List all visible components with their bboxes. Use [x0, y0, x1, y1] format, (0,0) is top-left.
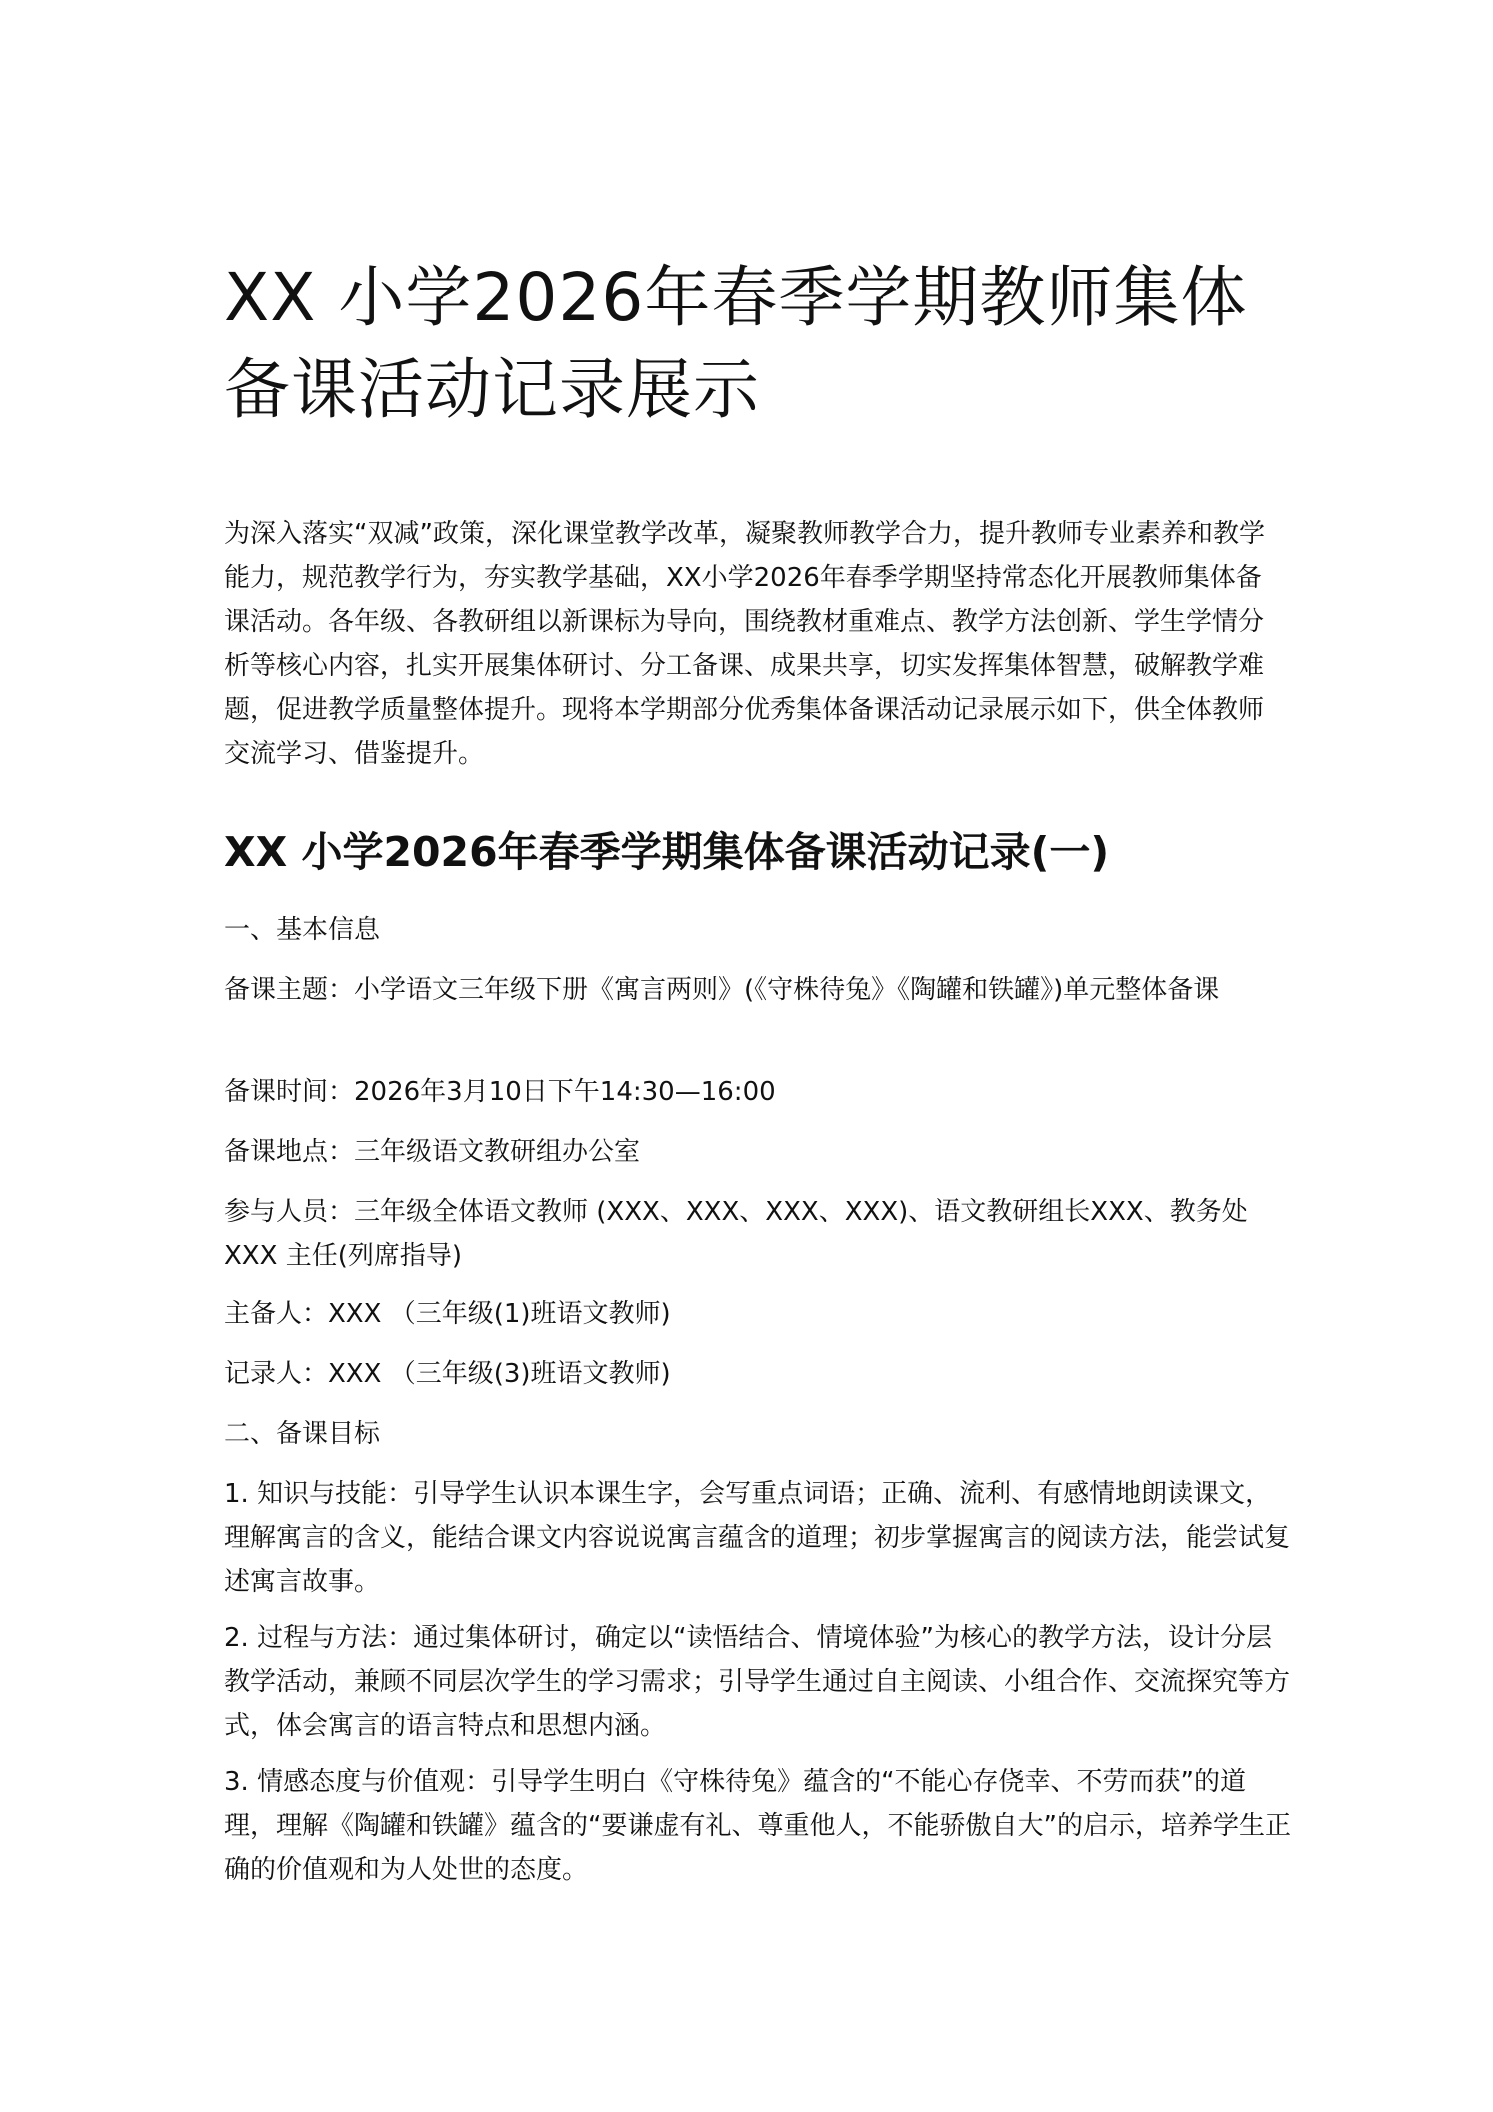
- goal-item-3: 3. 情感态度与价值观：引导学生明白《守株待兔》蕴含的“不能心存侥幸、不劳而获”的道理，理解《陶罐和铁罐》蕴含的“要谦虚有礼、尊重他人，不能骄傲自大”的启示，培养学生正确的价值观和为人处世的态度。: [224, 1767, 1291, 1885]
- participants-line: 参与人员：三年级全体语文教师 (XXX、XXX、XXX、XXX)、语文教研组长XXX、教务处XXX 主任(列席指导): [224, 1197, 1248, 1271]
- lead-preparer-line: 主备人：XXX （三年级(1)班语文教师): [224, 1299, 671, 1329]
- document-title: XX 小学2026年春季学期教师集体备课活动记录展示: [224, 259, 1248, 428]
- location-line: 备课地点：三年级语文教研组办公室: [224, 1137, 641, 1167]
- goal-item-2: 2. 过程与方法：通过集体研讨，确定以“读悟结合、情境体验”为核心的教学方法，设计分层教学活动，兼顾不同层次学生的学习需求；引导学生通过自主阅读、小组合作、交流探究等方式，体会寓言的语言特点和思想内涵。: [224, 1623, 1291, 1741]
- recorder-line: 记录人：XXX （三年级(3)班语文教师): [224, 1359, 671, 1389]
- goal-item-1: 1. 知识与技能：引导学生认识本课生字，会写重点词语；正确、流利、有感情地朗读课文，理解寓言的含义，能结合课文内容说说寓言蕴含的道理；初步掌握寓言的阅读方法，能尝试复述寓言故事。: [224, 1479, 1291, 1597]
- basic-info-heading: 一、基本信息: [224, 915, 381, 945]
- section-title: XX 小学2026年春季学期集体备课活动记录(一): [224, 828, 1110, 876]
- intro-paragraph: 为深入落实“双减”政策，深化课堂教学改革，凝聚教师教学合力，提升教师专业素养和教学能力，规范教学行为，夯实教学基础，XX小学2026年春季学期坚持常态化开展教师集体备课活动。各年级、各教研组以新课标为导向，围绕教材重难点、教学方法创新、学生学情分析等核心内容，扎实开展集体研讨、分工备课、成果共享，切实发挥集体智慧，破解教学难题，促进教学质量整体提升。现将本学期部分优秀集体备课活动记录展示如下，供全体教师交流学习、借鉴提升。: [224, 519, 1265, 769]
- theme-line: 备课主题：小学语文三年级下册《寓言两则》(《守株待兔》《陶罐和铁罐》)单元整体备课: [224, 975, 1220, 1005]
- time-line: 备课时间：2026年3月10日下午14:30—16:00: [224, 1077, 776, 1107]
- goals-heading: 二、备课目标: [224, 1419, 381, 1449]
